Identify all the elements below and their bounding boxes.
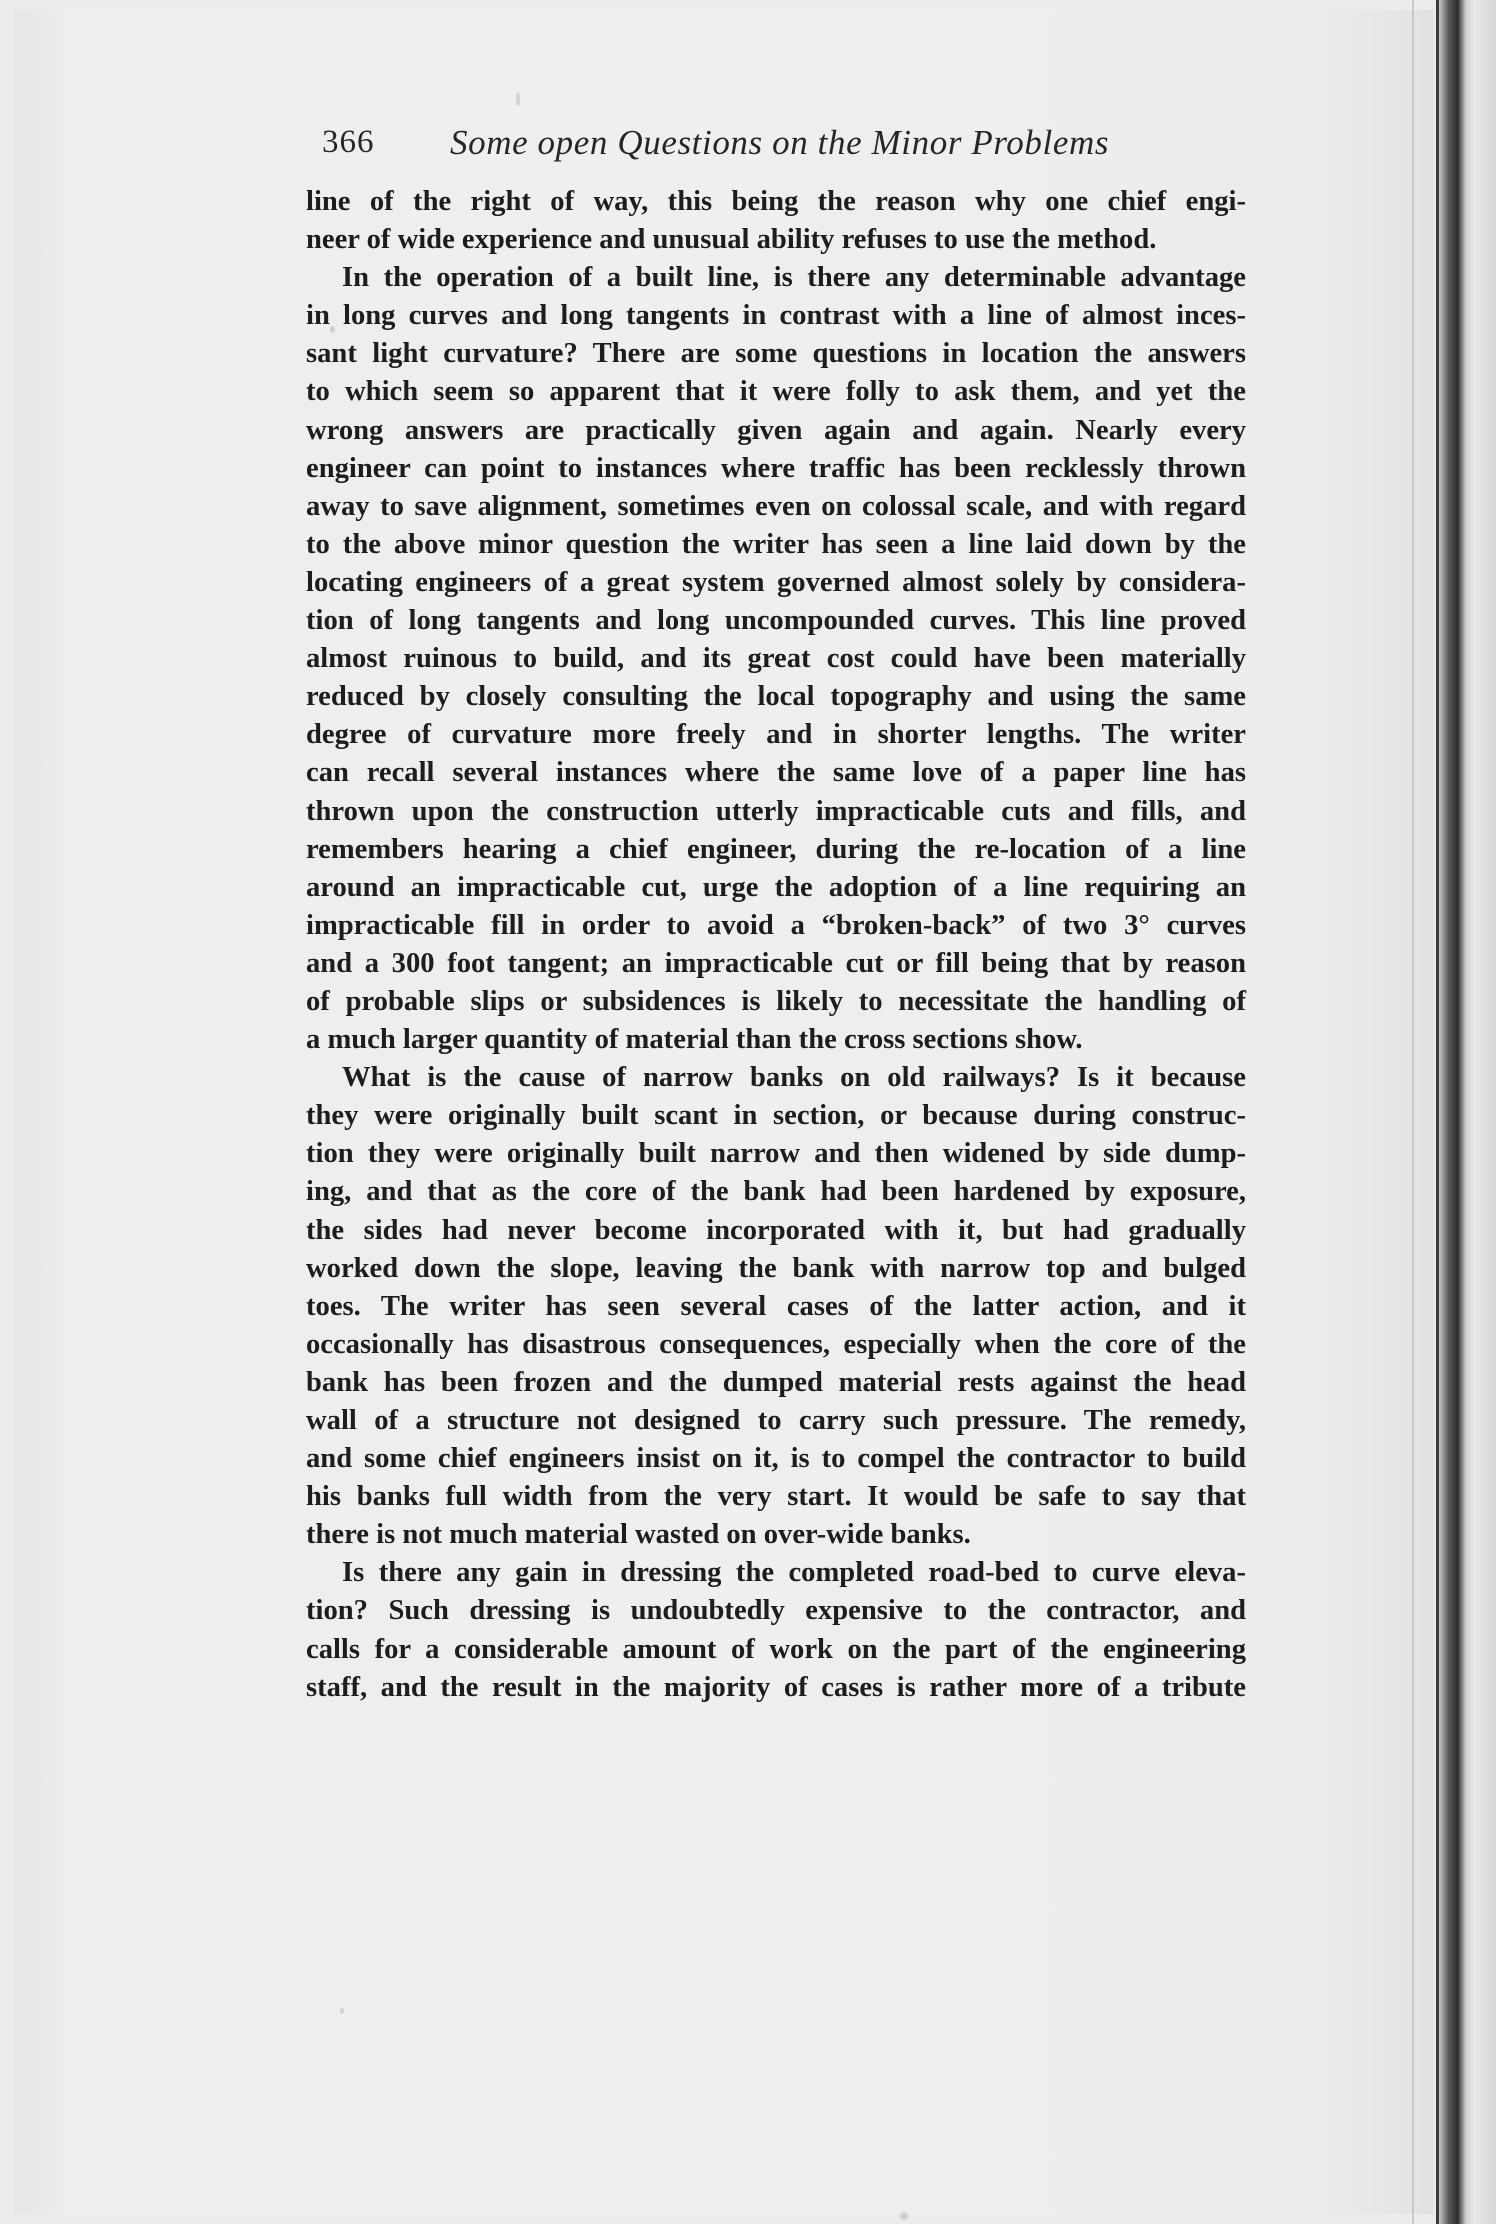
text-line: a much larger quantity of material than the cross sections show. [306, 1024, 1083, 1056]
paragraph-2 [306, 259, 1246, 1059]
text-line: In the operation of a built line, is there any determinable advantage [342, 262, 1246, 294]
text-line: What is the cause of narrow banks on old railways? Is it because [342, 1062, 1246, 1094]
text-line: neer of wide experience and unusual ability refuses to use the method. [306, 224, 1157, 256]
body-text [306, 183, 1246, 1707]
ink-speck [340, 2008, 344, 2014]
binding-shadow [1438, 0, 1496, 2224]
ink-speck [900, 2212, 908, 2220]
text-line: tion of long tangents and long uncompounded curves. This line proved [306, 605, 1246, 637]
text-line: to which seem so apparent that it were folly to ask them, and yet the [306, 376, 1246, 408]
text-line: line of the right of way, this being the reason why one chief engi- [306, 186, 1246, 217]
text-line: occasionally has disastrous consequences, especially when the core of the [306, 1328, 1246, 1360]
text-line: can recall several instances where the same love of a paper line has [306, 757, 1246, 789]
text-line: ing, and that as the core of the bank had been hardened by exposure, [306, 1176, 1246, 1208]
paragraph-1 [306, 183, 1246, 259]
page-header [322, 116, 1242, 176]
page-edge [1412, 0, 1414, 2224]
text-line: toes. The writer has seen several cases of the latter action, and it [306, 1290, 1246, 1322]
text-line: wall of a structure not designed to carry such pressure. The remedy, [306, 1405, 1246, 1436]
text-line: tion they were originally built narrow and then widened by side dump- [306, 1138, 1246, 1170]
text-line: locating engineers of a great system governed almost solely by considera- [306, 566, 1246, 598]
paragraph-3 [306, 1059, 1246, 1554]
text-line: tion? Such dressing is undoubtedly expensive to the contractor, and [306, 1595, 1246, 1627]
text-line: worked down the slope, leaving the bank with narrow top and bulged [306, 1252, 1246, 1284]
page-number: 366 [322, 124, 375, 160]
text-line: and some chief engineers insist on it, is to compel the contractor to build [306, 1443, 1246, 1475]
text-line: impracticable fill in order to avoid a “broken-back” of two 3° curves [306, 909, 1246, 941]
text-line: and a 300 foot tangent; an impracticable cut or fill being that by reason [306, 947, 1246, 979]
paragraph-4 [306, 1554, 1246, 1706]
text-line: his banks full width from the very start. It would be safe to say that [306, 1481, 1246, 1513]
running-title: Some open Questions on the Minor Problems [450, 123, 1110, 162]
text-line: reduced by closely consulting the local topography and using the same [306, 681, 1246, 713]
ink-speck [516, 92, 520, 106]
text-line: of probable slips or subsidences is likely to necessitate the handling of [306, 985, 1246, 1017]
text-line: thrown upon the construction utterly impracticable cuts and fills, and [306, 795, 1246, 827]
binding-line [1436, 0, 1439, 2224]
text-line: Is there any gain in dressing the completed road-bed to curve eleva- [342, 1557, 1246, 1589]
text-line: around an impracticable cut, urge the adoption of a line requiring an [306, 871, 1246, 903]
text-line: the sides had never become incorporated with it, but had gradually [306, 1214, 1246, 1246]
text-line: remembers hearing a chief engineer, during the re-location of a line [306, 833, 1246, 865]
text-line: away to save alignment, sometimes even on colossal scale, and with regard [306, 490, 1246, 522]
text-line: engineer can point to instances where traffic has been recklessly thrown [306, 452, 1246, 484]
text-line: degree of curvature more freely and in shorter lengths. The writer [306, 719, 1246, 751]
text-line: wrong answers are practically given again and again. Nearly every [306, 414, 1246, 446]
text-line: in long curves and long tangents in contrast with a line of almost inces- [306, 300, 1246, 332]
text-line: to the above minor question the writer has seen a line laid down by the [306, 528, 1246, 560]
text-line: there is not much material wasted on over-wide banks. [306, 1519, 971, 1551]
text-line: staff, and the result in the majority of cases is rather more of a tribute [306, 1671, 1246, 1703]
text-line: almost ruinous to build, and its great cost could have been materially [306, 643, 1246, 675]
text-line: they were originally built scant in section, or because during construc- [306, 1100, 1246, 1132]
text-line: calls for a considerable amount of work on the part of the engineering [306, 1633, 1246, 1665]
text-line: bank has been frozen and the dumped material rests against the head [306, 1366, 1246, 1398]
text-line: sant light curvature? There are some questions in location the answers [306, 338, 1246, 370]
